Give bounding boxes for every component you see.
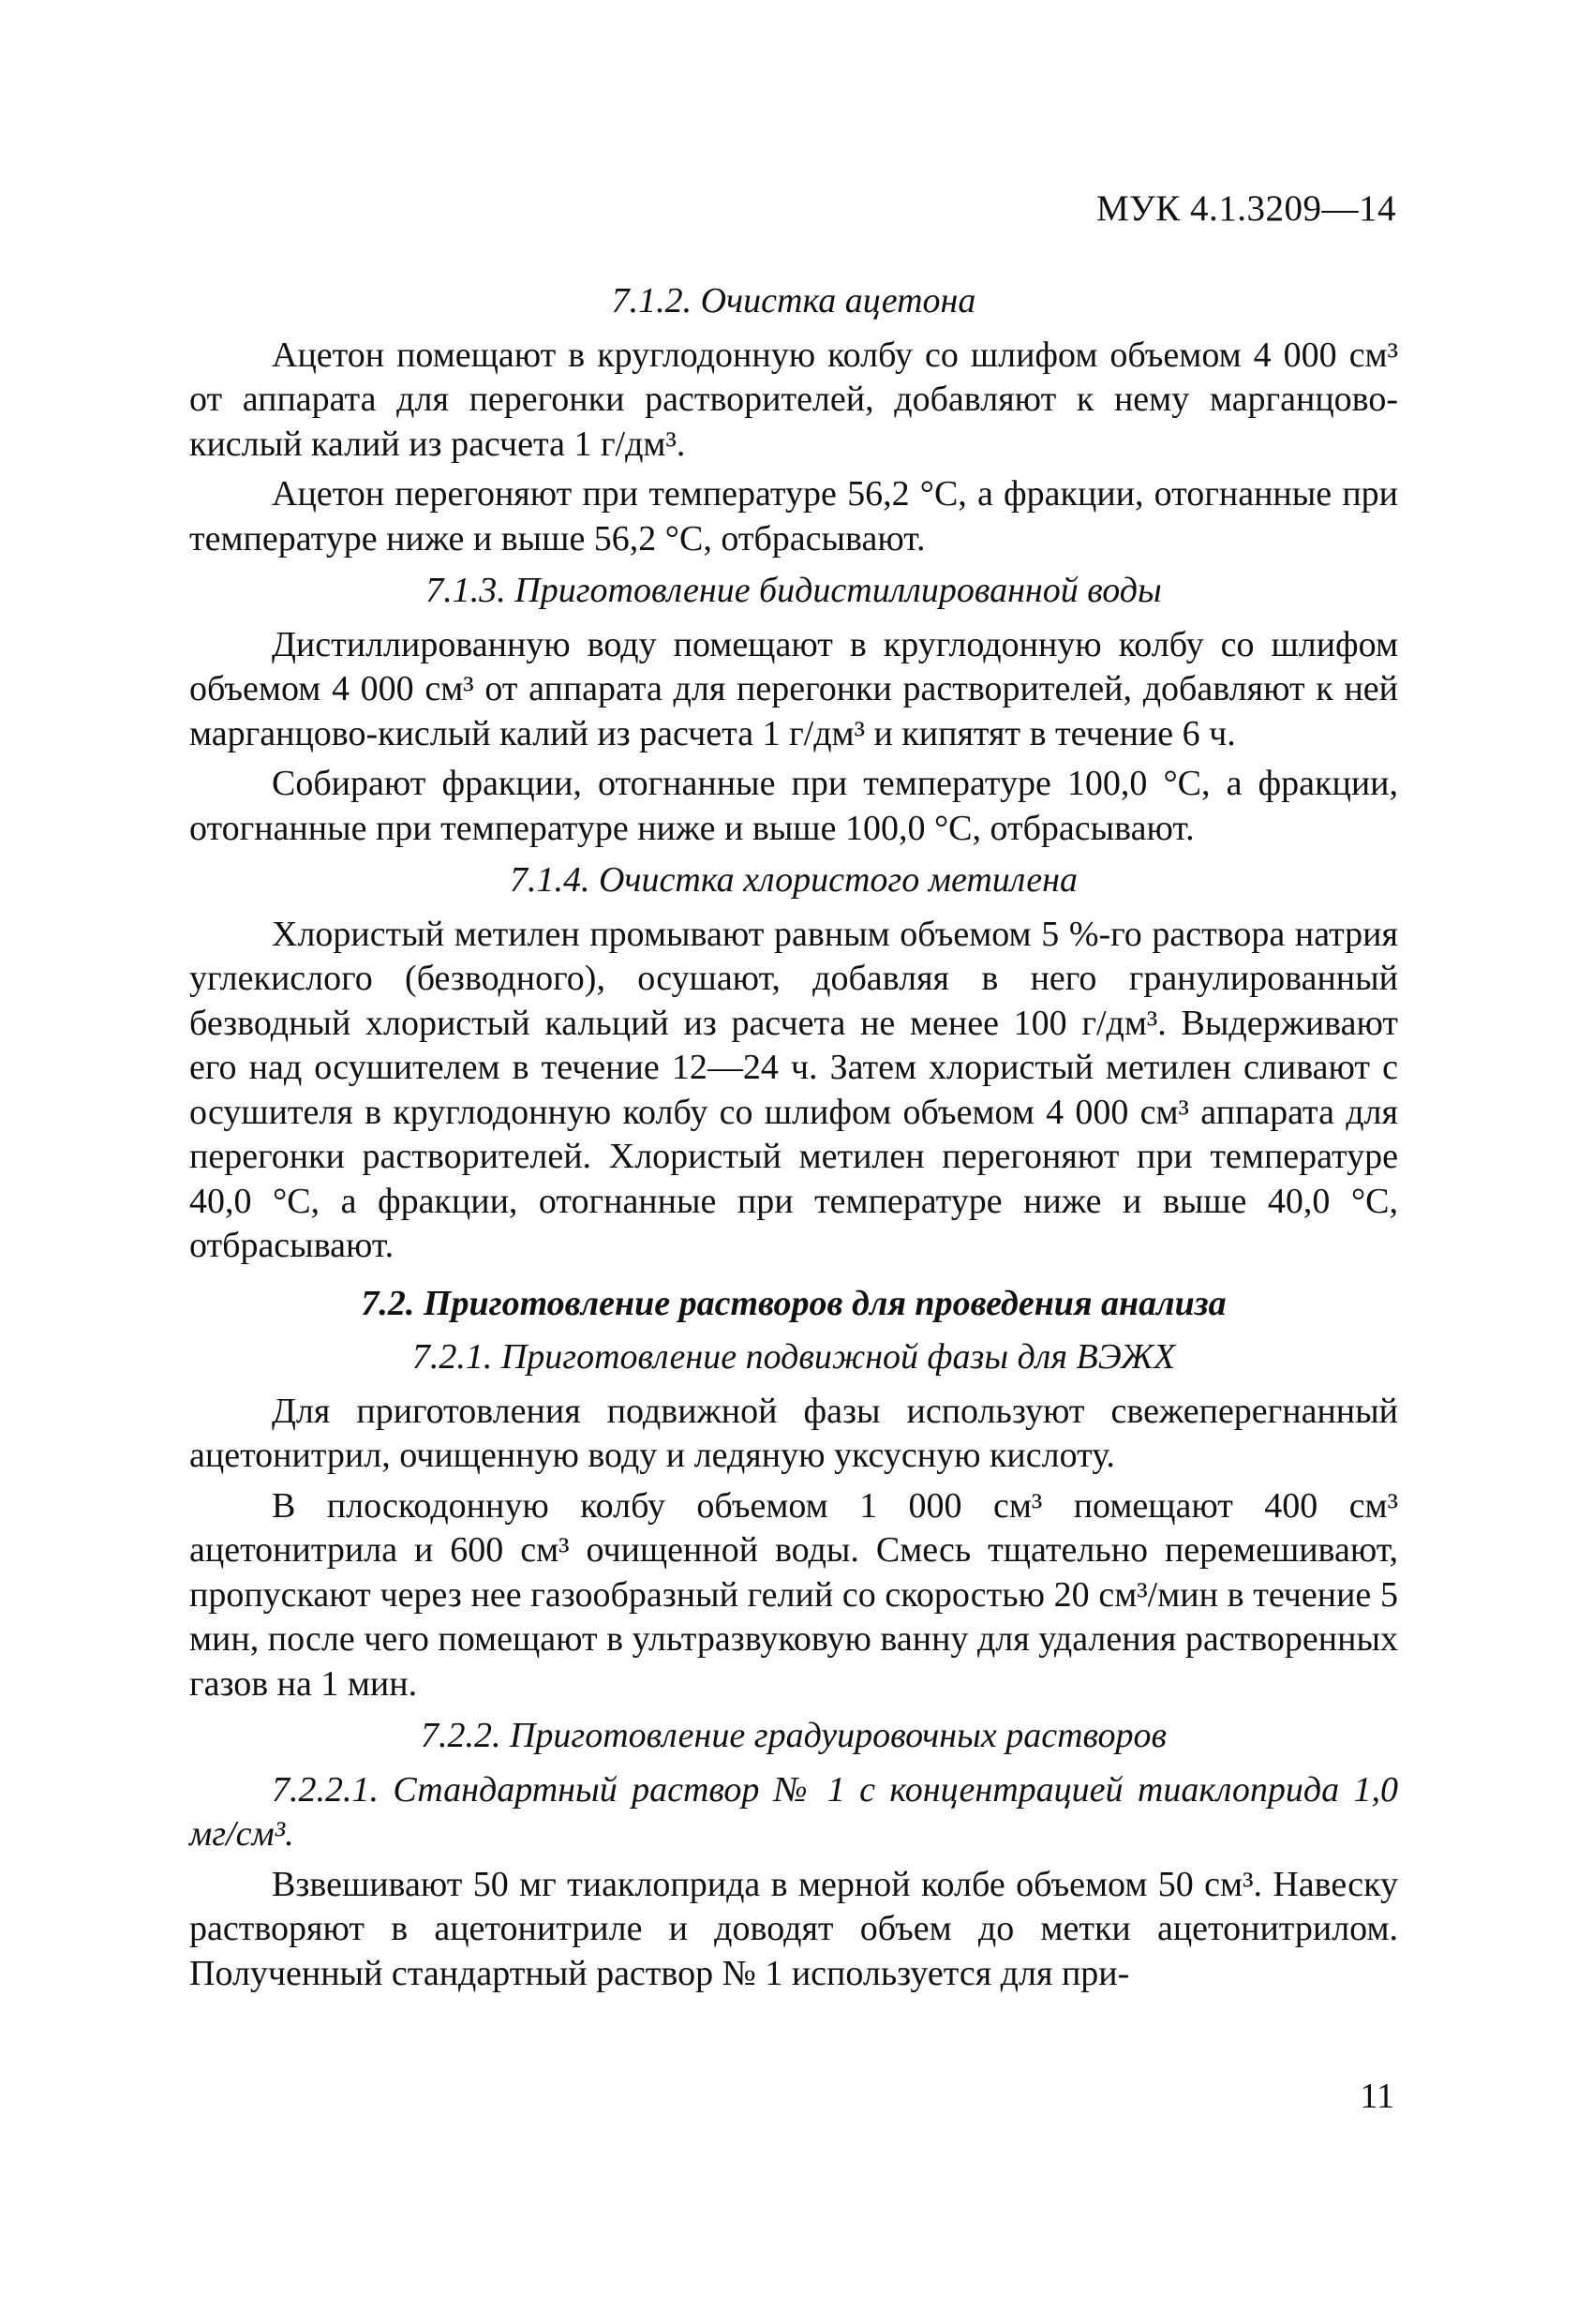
section-7-1-3-paragraph-1: Дистиллированную воду помещают в круглодонную колбу со шлифом объемом 4 000 см³ от аппарата для перегонки растворителей, добавляют к ней марганцово-кислый калий из расчета 1 г/дм³ и кипятят в течение 6 ч.: [189, 624, 1398, 753]
section-7-2-2-1-paragraph-1: Взвешивают 50 мг тиаклоприда в мерной колбе объемом 50 см³. Навеску растворяют в ацетонитриле и доводят объем до метки ацетонитрилом. Полученный стандартный раствор № 1 используется для при-: [189, 1864, 1398, 1993]
section-7-2-title: 7.2. Приготовление растворов для проведения анализа: [361, 1283, 1227, 1323]
section-7-2-1-title: 7.2.1. Приготовление подвижной фазы для ВЭЖХ: [411, 1337, 1176, 1377]
section-7-1-2-paragraph-2: Ацетон перегоняют при температуре 56,2 °С, а фракции, отогнанные при температуре ниже и выше 56,2 °С, отбрасывают.: [189, 474, 1398, 559]
page-number: 11: [1360, 2077, 1394, 2116]
section-7-2-2-1-title: 7.2.2.1. Стандартный раствор № 1 с концентрацией тиаклоприда 1,0 мг/см³.: [189, 1769, 1398, 1854]
section-7-2-1-paragraph-2: В плоскодонную колбу объемом 1 000 см³ помещают 400 см³ ацетонитрила и 600 см³ очищенной воды. Смесь тщательно перемешивают, пропускают через нее газообразный гелий со скоростью 20 см³/мин в течение 5 мин, после чего помещают в ультразвуковую ванну для удаления растворенных газов на 1 мин.: [189, 1485, 1398, 1704]
section-7-1-2-paragraph-1: Ацетон помещают в круглодонную колбу со шлифом объемом 4 000 см³ от аппарата для перегонки растворителей, добавляют к нему марганцово-кислый калий из расчета 1 г/дм³.: [189, 335, 1398, 464]
section-7-2-1-paragraph-1: Для приготовления подвижной фазы используют свежеперегнанный ацетонитрил, очищенную воду и ледяную уксусную кислоту.: [189, 1391, 1398, 1475]
section-7-2-2-title: 7.2.2. Приготовление градуировочных растворов: [420, 1716, 1168, 1755]
section-7-1-4-title: 7.1.4. Очистка хлористого метилена: [509, 860, 1079, 900]
section-7-1-2-title: 7.1.2. Очистка ацетона: [611, 281, 976, 320]
section-7-1-3-title: 7.1.3. Приготовление бидистиллированной воды: [425, 571, 1162, 610]
document-body: [189, 272, 1398, 2002]
section-7-1-3-paragraph-2: Собирают фракции, отогнанные при температуре 100,0 °С, а фракции, отогнанные при температуре ниже и выше 100,0 °С, отбрасывают.: [189, 764, 1398, 848]
section-7-1-4-paragraph-1: Хлористый метилен промывают равным объемом 5 %-го раствора натрия углекислого (безводного), осушают, добавляя в него гранулированный безводный хлористый кальций из расчета не менее 100 г/дм³. Выдерживают его над осушителем в течение 12—24 ч. Затем хлористый метилен сливают с осушителя в круглодонную колбу со шлифом объемом 4 000 см³ аппарата для перегонки растворителей. Хлористый метилен перегоняют при температуре 40,0 °С, а фракции, отогнанные при температуре ниже и выше 40,0 °С, отбрасывают.: [189, 914, 1398, 1265]
document-code-header: МУК 4.1.3209—14: [1095, 188, 1396, 229]
